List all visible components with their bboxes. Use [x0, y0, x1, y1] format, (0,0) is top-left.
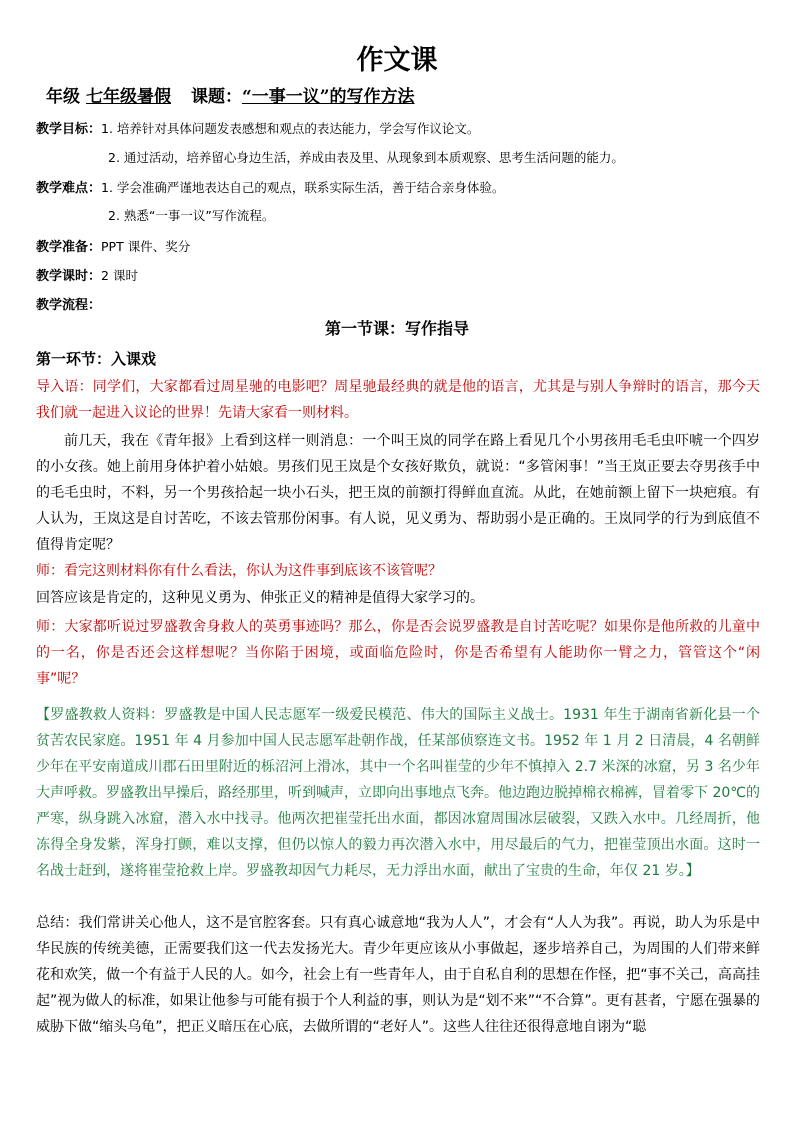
prep-row	[36, 236, 190, 255]
hours-label: 教学课时：	[36, 269, 102, 284]
difficulties-item-2: 2. 熟悉“一事一议”写作流程。	[108, 208, 275, 223]
difficulties-label: 教学难点：	[36, 181, 102, 196]
grade-value: 七年级暑假	[86, 87, 171, 107]
answer-paragraph: 回答应该是肯定的，这种见义勇为、伸张正义的精神是值得大家学习的。	[36, 590, 484, 606]
step-title: 第一环节：入课戏	[36, 350, 157, 368]
goals-item-1: 1. 培养针对具体问题发表感想和观点的表达能力，学会写作议论文。	[101, 121, 480, 136]
teacher-question-1: 师：看完这则材料你有什么看法，你认为这件事到底该不该管呢？	[36, 563, 442, 579]
difficulties-row-2	[108, 206, 274, 224]
difficulties-item-1: 1. 学会准确严谨地表达自己的观点，联系实际生活，善于结合亲身体验。	[101, 180, 505, 195]
summary-paragraph: 总结：我们常讲关心他人，这不是官腔客套。只有真心诚意地“我为人人”，才会有“人人为我”。再说，助人为乐是中华民族的传统美德，正需要我们这一代去发扬光大。青少年更应该从小事做起，逐步培养自己，为周围的人们带来鲜花和欢笑，做一个有益于人民的人。如今，社会上有一些青年人，由于自私自利的思想在作怪，把“事不关己，高高挂起”视为做人的标准，如果让他参与可能有损于个人利益的事，则认为是“划不来”“不合算”。更有甚者，宁愿在强暴的威胁下做“缩头乌龟”，把正义暗压在心底，去做所谓的“老好人”。这些人往往还很得意地自诩为“聪	[36, 915, 760, 1035]
intro-paragraph: 导入语：同学们，大家都看过周星驰的电影吧？周星驰最经典的就是他的语言，尤其是与别人争辩时的语言，那今天我们就一起进入议论的世界！先请大家看一则材料。	[36, 379, 760, 421]
goals-row-2	[108, 148, 624, 166]
flow-label: 教学流程：	[36, 298, 102, 313]
lesson-meta	[46, 82, 415, 107]
topic-label: 课题：	[191, 87, 242, 107]
section-title: 第一节课：写作指导	[324, 319, 469, 338]
hours-value: 2 课时	[101, 268, 138, 283]
page-title: 作文课	[356, 45, 438, 76]
goals-row-1	[36, 118, 479, 137]
goals-label: 教学目标：	[36, 122, 102, 137]
difficulties-row-1	[36, 177, 504, 196]
grade-label: 年级	[46, 87, 80, 107]
material-paragraph: 【罗盛教救人资料：罗盛教是中国人民志愿军一级爱民模范、伟大的国际主义战士。1931 年生于湖南省新化县一个贫苦农民家庭。1951 年 4 月参加中国人民志愿军赴朝作战，任某部侦察连文书。1952 年 1 月 2 日清晨，4 名朝鲜少年在平安南道成川郡石田里附近的栎沼河上滑冰，其中一个名叫崔莹的少年不慎掉入 2.7 米深的冰窟，另 3 名少年大声呼救。罗盛教出早操后，路经那里，听到喊声，立即向出事地点飞奔。他边跑边脱掉棉衣棉裤，冒着零下 20℃的严寒，纵身跳入冰窟，潜入水中找寻。他两次把崔莹托出水面，都因冰窟周围冰层破裂，又跌入水中。几经周折，他冻得全身发紫，浑身打颤，难以支撑，但仍以惊人的毅力再次潜入水中，用尽最后的气力，把崔莹顶出水面。这时一名战士赶到，遂将崔莹抢救上岸。罗盛教却因气力耗尽，无力浮出水面，献出了宝贵的生命，年仅 21 岁。】	[36, 707, 760, 879]
flow-row	[36, 294, 101, 313]
prep-value: PPT 课件、奖分	[101, 239, 191, 254]
story-paragraph: 前几天，我在《青年报》上看到这样一则消息：一个叫王岚的同学在路上看见几个小男孩用毛毛虫吓唬一个四岁的小女孩。她上前用身体护着小姑娘。男孩们见王岚是个女孩好欺负，就说：“多管闲事！”当王岚正要去夺男孩手中的毛毛虫时，不料，另一个男孩拾起一块小石头，把王岚的前额打得鲜血直流。从此，在她前额上留下一块疤痕。有人认为，王岚这是自讨苦吃，不该去管那份闲事。有人说，见义勇为、帮助弱小是正确的。王岚同学的行为到底值不值得肯定呢？	[36, 433, 760, 553]
prep-label: 教学准备：	[36, 240, 102, 255]
teacher-question-2: 师：大家都听说过罗盛教舍身救人的英勇事迹吗？那么，你是否会说罗盛教是自讨苦吃呢？如果你是他所救的儿童中的一名，你是否还会这样想呢？当你陷于困境，或面临危险时，你是否希望有人能助你一臂之力，管管这个“闲事”呢？	[36, 619, 760, 687]
topic-value: “一事一议”的写作方法	[242, 87, 415, 107]
hours-row	[36, 265, 138, 284]
goals-item-2: 2. 通过活动，培养留心身边生活，养成由表及里、从现象到本质观察、思考生活问题的能力。	[108, 150, 624, 165]
